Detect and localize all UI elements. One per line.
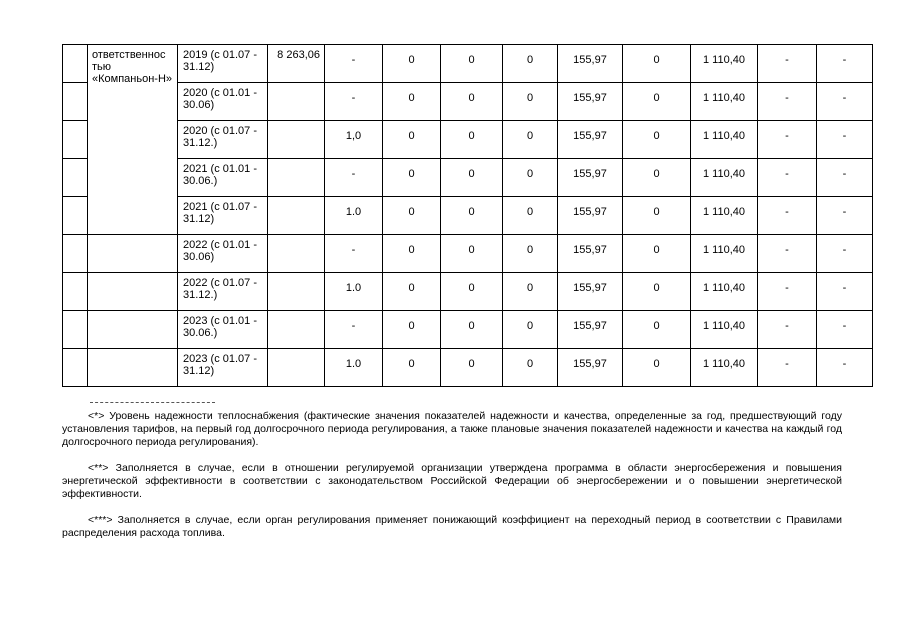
table-cell-index xyxy=(63,311,88,349)
value-cell: 1,0 xyxy=(325,121,383,159)
period-cell: 2019 (с 01.07 - 31.12) xyxy=(178,45,268,83)
value-cell: 1 110,40 xyxy=(691,235,758,273)
value-cell: 0 xyxy=(623,349,691,387)
period-cell: 2021 (с 01.01 - 30.06.) xyxy=(178,159,268,197)
value-cell: 0 xyxy=(441,159,503,197)
table-cell-index xyxy=(63,273,88,311)
value-cell: 0 xyxy=(623,121,691,159)
value-cell: - xyxy=(758,273,817,311)
value-cell: - xyxy=(758,83,817,121)
value-cell: - xyxy=(817,349,873,387)
value-cell: - xyxy=(817,197,873,235)
period-cell: 2020 (с 01.07 - 31.12.) xyxy=(178,121,268,159)
value-cell: - xyxy=(817,273,873,311)
table-row xyxy=(63,121,873,159)
value-cell: 0 xyxy=(383,159,441,197)
value-cell: 0 xyxy=(503,159,558,197)
period-cell: 2022 (с 01.01 - 30.06) xyxy=(178,235,268,273)
value-cell: 155,97 xyxy=(558,235,623,273)
value-cell: - xyxy=(325,235,383,273)
value-cell: 0 xyxy=(623,311,691,349)
value-cell: 0 xyxy=(441,121,503,159)
table-cell-index xyxy=(63,45,88,83)
value-cell: 0 xyxy=(503,83,558,121)
amount-cell xyxy=(268,197,325,235)
value-cell: - xyxy=(758,159,817,197)
footnote-3: <***> Заполняется в случае, если орган регулирования применяет понижающий коэффициент на переходный период в соответствии с Правилами распределения расхода топлива. xyxy=(62,514,842,539)
amount-cell xyxy=(268,273,325,311)
value-cell: - xyxy=(758,311,817,349)
value-cell: 155,97 xyxy=(558,121,623,159)
value-cell: 0 xyxy=(383,197,441,235)
value-cell: 0 xyxy=(383,349,441,387)
value-cell: 1 110,40 xyxy=(691,311,758,349)
table-cell-index xyxy=(63,349,88,387)
value-cell: 0 xyxy=(441,311,503,349)
value-cell: 0 xyxy=(383,83,441,121)
value-cell: 1 110,40 xyxy=(691,197,758,235)
value-cell: - xyxy=(758,235,817,273)
value-cell: 0 xyxy=(503,197,558,235)
value-cell: 0 xyxy=(623,197,691,235)
amount-cell xyxy=(268,83,325,121)
value-cell: - xyxy=(325,45,383,83)
table-row xyxy=(63,235,873,273)
table-row xyxy=(63,197,873,235)
value-cell: 155,97 xyxy=(558,159,623,197)
value-cell: 1.0 xyxy=(325,197,383,235)
period-cell: 2023 (с 01.07 - 31.12) xyxy=(178,349,268,387)
value-cell: 0 xyxy=(503,121,558,159)
value-cell: 1 110,40 xyxy=(691,273,758,311)
org-name-cell: ответственнос тью «Компаньон-Н» xyxy=(88,45,178,235)
org-name-cell xyxy=(88,311,178,349)
value-cell: - xyxy=(325,83,383,121)
period-cell: 2023 (с 01.01 - 30.06.) xyxy=(178,311,268,349)
value-cell: 155,97 xyxy=(558,45,623,83)
amount-cell xyxy=(268,159,325,197)
period-cell: 2022 (с 01.07 - 31.12.) xyxy=(178,273,268,311)
value-cell: - xyxy=(325,159,383,197)
value-cell: 155,97 xyxy=(558,349,623,387)
value-cell: 0 xyxy=(623,159,691,197)
value-cell: 0 xyxy=(503,311,558,349)
value-cell: 1 110,40 xyxy=(691,83,758,121)
value-cell: 1 110,40 xyxy=(691,45,758,83)
table-row xyxy=(63,273,873,311)
value-cell: 0 xyxy=(441,235,503,273)
value-cell: 0 xyxy=(503,273,558,311)
amount-cell xyxy=(268,121,325,159)
table-cell-index xyxy=(63,121,88,159)
value-cell: - xyxy=(758,197,817,235)
table-row xyxy=(63,311,873,349)
value-cell: - xyxy=(817,159,873,197)
value-cell: 1.0 xyxy=(325,349,383,387)
value-cell: - xyxy=(817,121,873,159)
org-name-cell xyxy=(88,273,178,311)
org-name-cell xyxy=(88,235,178,273)
value-cell: 1 110,40 xyxy=(691,121,758,159)
value-cell: - xyxy=(758,349,817,387)
value-cell: 0 xyxy=(441,273,503,311)
value-cell: 0 xyxy=(441,349,503,387)
table-row xyxy=(63,159,873,197)
amount-cell xyxy=(268,349,325,387)
period-cell: 2021 (с 01.07 - 31.12) xyxy=(178,197,268,235)
value-cell: 0 xyxy=(383,273,441,311)
value-cell: 0 xyxy=(383,235,441,273)
period-cell: 2020 (с 01.01 - 30.06) xyxy=(178,83,268,121)
footnote-separator xyxy=(90,402,215,403)
value-cell: 1.0 xyxy=(325,273,383,311)
amount-cell: 8 263,06 xyxy=(268,45,325,83)
value-cell: 0 xyxy=(623,235,691,273)
value-cell: 0 xyxy=(383,311,441,349)
amount-cell xyxy=(268,311,325,349)
table-cell-index xyxy=(63,159,88,197)
table-row xyxy=(63,349,873,387)
value-cell: - xyxy=(758,45,817,83)
value-cell: 0 xyxy=(441,83,503,121)
value-cell: 0 xyxy=(383,45,441,83)
value-cell: 0 xyxy=(503,235,558,273)
value-cell: - xyxy=(817,45,873,83)
value-cell: 0 xyxy=(441,45,503,83)
footnote-1: <*> Уровень надежности теплоснабжения (фактические значения показателей надежности и качества, определенные за год, предшествующий году установления тарифов, на первый год долгосрочного периода регулирования, а также плановые значения показателей надежности и качества на каждый год долгосрочного периода регулирования). xyxy=(62,410,842,448)
value-cell: 0 xyxy=(503,45,558,83)
value-cell: 0 xyxy=(623,273,691,311)
amount-cell xyxy=(268,235,325,273)
value-cell: - xyxy=(325,311,383,349)
tariff-table xyxy=(62,44,873,387)
footnote-2: <**> Заполняется в случае, если в отношении регулируемой организации утверждена программа в области энергосбережения и повышения энергетической эффективности в соответствии с законодательством Российской Федерации об энергосбережении и о повышении энергетической эффективности. xyxy=(62,462,842,500)
value-cell: - xyxy=(817,235,873,273)
table-row xyxy=(63,45,873,83)
value-cell: 1 110,40 xyxy=(691,159,758,197)
value-cell: 0 xyxy=(623,83,691,121)
table-row xyxy=(63,83,873,121)
table-cell-index xyxy=(63,197,88,235)
value-cell: 1 110,40 xyxy=(691,349,758,387)
value-cell: 155,97 xyxy=(558,197,623,235)
value-cell: 155,97 xyxy=(558,83,623,121)
value-cell: 0 xyxy=(441,197,503,235)
table-cell-index xyxy=(63,83,88,121)
value-cell: 0 xyxy=(383,121,441,159)
value-cell: - xyxy=(817,83,873,121)
org-name-cell xyxy=(88,349,178,387)
value-cell: 0 xyxy=(503,349,558,387)
table-cell-index xyxy=(63,235,88,273)
value-cell: - xyxy=(758,121,817,159)
value-cell: 155,97 xyxy=(558,311,623,349)
value-cell: 0 xyxy=(623,45,691,83)
value-cell: - xyxy=(817,311,873,349)
value-cell: 155,97 xyxy=(558,273,623,311)
